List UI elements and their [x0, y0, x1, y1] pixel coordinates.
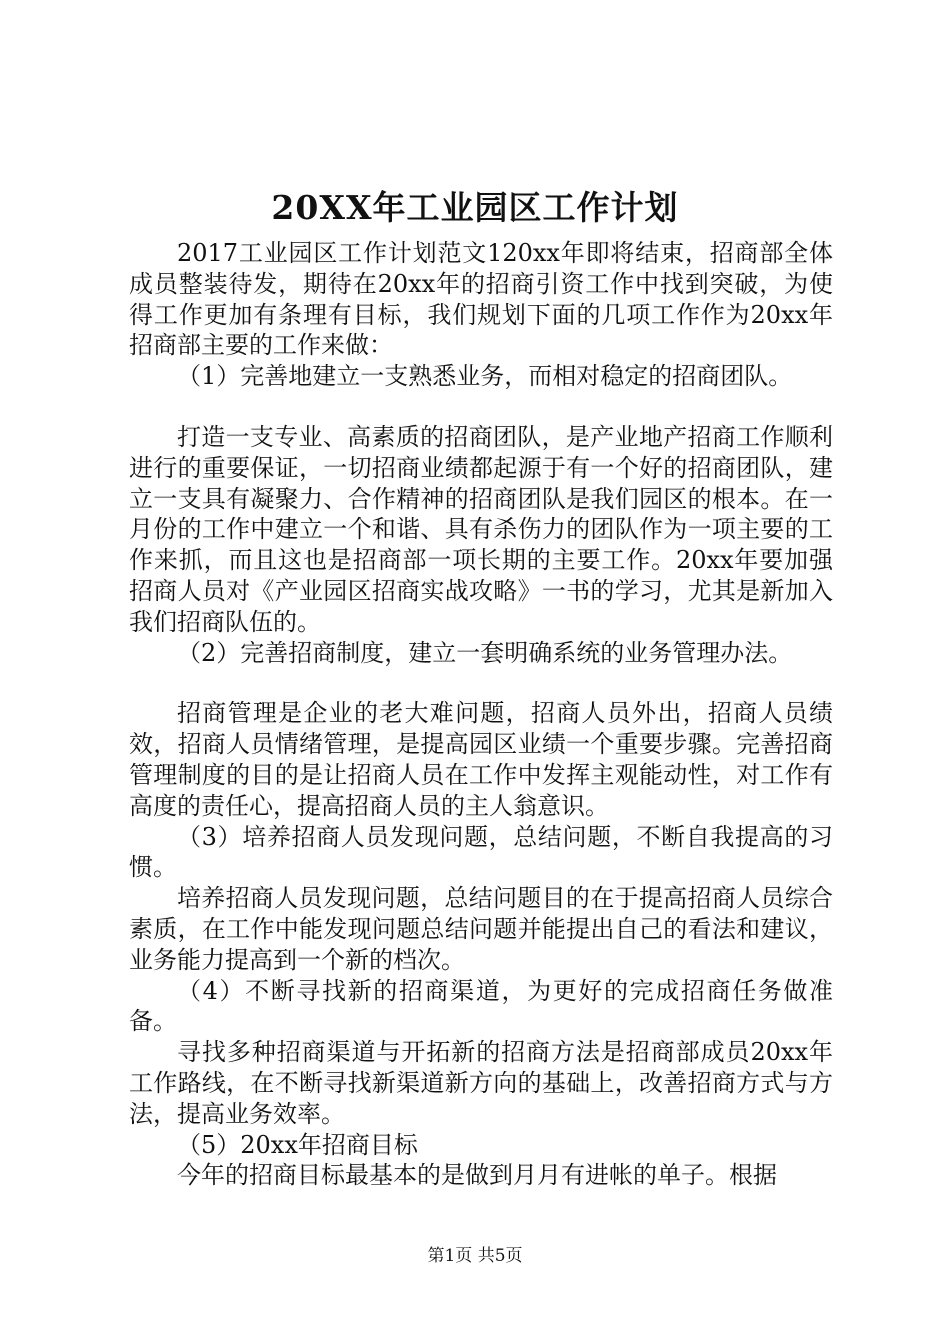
intro-paragraph: 2017工业园区工作计划范文120xx年即将结束，招商部全体成员整装待发，期待在20xx年的招商引资工作中找到突破，为使得工作更加有条理有目标，我们规划下面的几项工作作为20xx年招商部主要的工作来做：: [129, 239, 833, 360]
item-5-heading: （5）20xx年招商目标: [177, 1130, 418, 1159]
page-number-footer: 第1页 共5页: [427, 1246, 523, 1266]
item-3-body: 培养招商人员发现问题，总结问题目的在于提高招商人员综合素质，在工作中能发现问题总结问题并能提出自己的看法和建议，业务能力提高到一个新的档次。: [129, 884, 833, 974]
item-1-body: 打造一支专业、高素质的招商团队，是产业地产招商工作顺利进行的重要保证，一切招商业绩都起源于有一个好的招商团队，建立一支具有凝聚力、合作精神的招商团队是我们园区的根本。在一月份的工作中建立一个和谐、具有杀伤力的团队作为一项主要的工作来抓，而且这也是招商部一项长期的主要工作。20xx年要加强招商人员对《产业园区招商实战攻略》一书的学习，尤其是新加入我们招商队伍的。: [129, 422, 833, 636]
item-4-heading: （4）不断寻找新的招商渠道，为更好的完成招商任务做准备。: [129, 976, 833, 1036]
item-1-heading: （1）完善地建立一支熟悉业务，而相对稳定的招商团队。: [177, 362, 793, 391]
item-2-heading: （2）完善招商制度，建立一套明确系统的业务管理办法。: [177, 638, 793, 667]
item-3-heading: （3）培养招商人员发现问题，总结问题，不断自我提高的习惯。: [129, 822, 833, 882]
item-5-body: 今年的招商目标最基本的是做到月月有进帐的单子。根据: [177, 1161, 777, 1190]
document-body: [129, 238, 833, 1191]
item-2-body: 招商管理是企业的老大难问题，招商人员外出，招商人员绩效，招商人员情绪管理，是提高园区业绩一个重要步骤。完善招商管理制度的目的是让招商人员在工作中发挥主观能动性，对工作有高度的责任心，提高招商人员的主人翁意识。: [129, 699, 833, 820]
document-title: 20XX年工业园区工作计划: [271, 188, 679, 227]
item-4-body: 寻找多种招商渠道与开拓新的招商方法是招商部成员20xx年工作路线，在不断寻找新渠道新方向的基础上，改善招商方式与方法，提高业务效率。: [129, 1038, 833, 1128]
